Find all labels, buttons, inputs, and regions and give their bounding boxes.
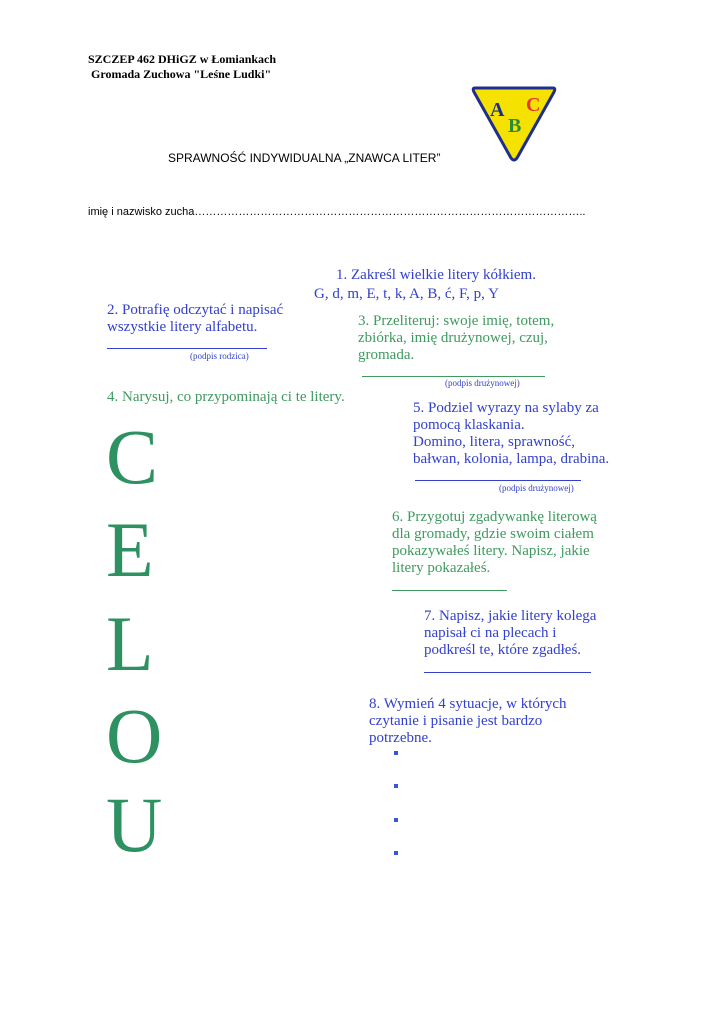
page-title: SPRAWNOŚĆ INDYWIDUALNA „ZNAWCA LITER” [168, 151, 441, 165]
task-8-line-1: 8. Wymień 4 sytuacje, w których [369, 696, 567, 712]
answer-bullet [394, 751, 398, 755]
task-5-signature-line [415, 480, 581, 481]
task-2-line-1: 2. Potrafię odczytać i napisać [107, 302, 284, 318]
task-5-line-3: Domino, litera, sprawność, [413, 434, 576, 450]
answer-bullet [394, 784, 398, 788]
task-7-line-1: 7. Napisz, jakie litery kolega [424, 608, 597, 624]
logo-letter-b: B [508, 115, 522, 137]
group-name: Gromada Zuchowa "Leśne Ludki" [91, 67, 272, 81]
task-2-signature-line [107, 348, 267, 349]
task-8-line-2: czytanie i pisanie jest bardzo [369, 713, 543, 729]
task-5-line-4: bałwan, kolonia, lampa, drabina. [413, 451, 610, 467]
task-7-line-2: napisał ci na plecach i [424, 625, 557, 641]
task-2-line-2: wszystkie litery alfabetu. [107, 319, 258, 335]
logo-letter-a: A [490, 99, 505, 121]
organization-name: SZCZEP 462 DHiGZ w Łomiankach [88, 52, 277, 66]
name-field-line: imię i nazwisko zucha…………………………………………………………………………………………….. [88, 206, 586, 218]
task-3-line-3: gromada. [358, 347, 415, 363]
answer-bullet [394, 818, 398, 822]
task-3-line-1: 3. Przeliteruj: swoje imię, totem, [358, 313, 555, 329]
task-4-instruction: 4. Narysuj, co przypominają ci te litery. [107, 389, 345, 405]
big-letter-e: E [106, 506, 154, 593]
task-7-answer-line [424, 672, 591, 673]
big-letter-c: C [106, 413, 159, 500]
task-2-signature-label: (podpis rodzica) [190, 351, 249, 361]
abc-logo [470, 84, 558, 164]
answer-bullet [394, 851, 398, 855]
big-letter-l: L [106, 600, 154, 687]
task-3-signature-label: (podpis drużynowej) [445, 378, 520, 388]
task-5-line-1: 5. Podziel wyrazy na sylaby za [413, 400, 599, 416]
task-6-line-2: dla gromady, gdzie swoim ciałem [392, 526, 594, 542]
task-6-line-4: litery pokazałeś. [392, 560, 491, 576]
big-letter-o: O [106, 692, 163, 779]
task-8-line-3: potrzebne. [369, 730, 432, 746]
task-6-line-3: pokazywałeś litery. Napisz, jakie [392, 543, 590, 559]
task-5-line-2: pomocą klaskania. [413, 417, 525, 433]
task-1-instruction: 1. Zakreśl wielkie litery kółkiem. [336, 267, 536, 283]
task-6-line-1: 6. Przygotuj zgadywankę literową [392, 509, 597, 525]
big-letter-u: U [106, 781, 163, 868]
logo-letter-c: C [526, 94, 541, 116]
task-3-signature-line [362, 376, 545, 377]
task-7-line-3: podkreśl te, które zgadłeś. [424, 642, 582, 658]
task-5-signature-label: (podpis drużynowej) [499, 483, 574, 493]
task-3-line-2: zbiórka, imię drużynowej, czuj, [358, 330, 548, 346]
task-6-answer-line [392, 590, 507, 591]
task-1-letters: G, d, m, E, t, k, A, B, ć, F, p, Y [314, 286, 499, 302]
